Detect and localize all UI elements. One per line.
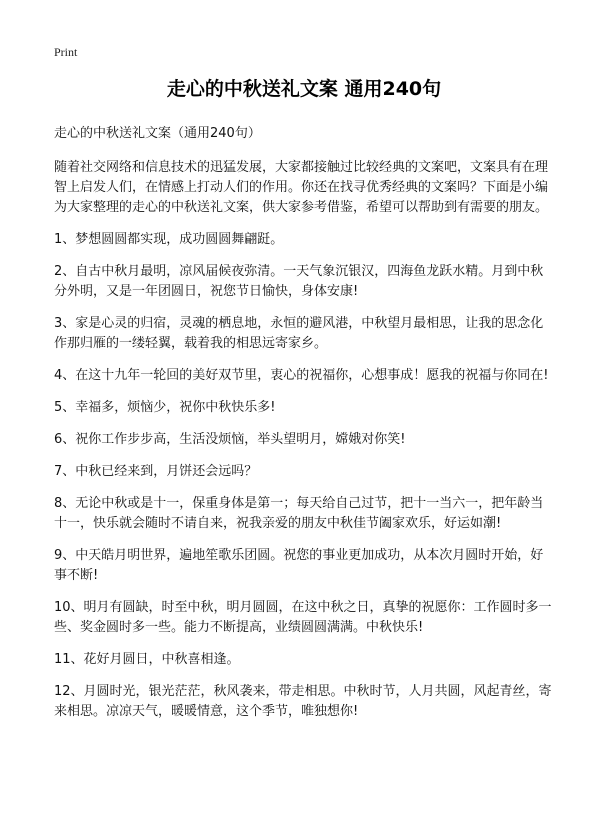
list-item: 5、幸福多，烦恼少，祝你中秋快乐多! <box>54 400 276 415</box>
list-item: 9、中天皓月明世界，遍地笙歌乐团圆。祝您的事业更加成功，从本次月圆时开始，好事不断! <box>54 548 544 583</box>
list-item: 8、无论中秋或是十一，保重身体是第一；每天给自己过节，把十一当六一，把年龄当十一，快乐就会随时不请自来，祝我亲爱的朋友中秋佳节阖家欢乐，好运如潮! <box>54 496 544 531</box>
list-item: 7、中秋已经来到，月饼还会远吗？ <box>54 464 258 479</box>
list-item: 11、花好月圆日，中秋喜相逢。 <box>54 652 240 667</box>
document-subtitle: 走心的中秋送礼文案（通用240句） <box>54 126 261 141</box>
page-title: 走心的中秋送礼文案 通用240句 <box>166 78 442 100</box>
list-item: 10、明月有圆缺，时至中秋，明月圆圆，在这中秋之日，真挚的祝愿你：工作圆时多一些、奖金圆时多一些。能力不断提高，业绩圆圆满满。中秋快乐! <box>54 600 552 635</box>
print-link[interactable]: Print <box>54 45 78 59</box>
list-item: 4、在这十九年一轮回的美好双节里，衷心的祝福你，心想事成！愿我的祝福与你同在! <box>54 368 549 383</box>
list-item: 2、自古中秋月最明，凉风届候夜弥清。一天气象沉银汉，四海鱼龙跃水精。月到中秋分外明，又是一年团圆日，祝您节日愉快，身体安康! <box>54 264 544 299</box>
list-item: 12、月圆时光，银光茫茫，秋风袭来，带走相思。中秋时节，人月共圆，风起青丝，寄来相思。凉凉天气，暖暖情意，这个季节，唯独想你! <box>54 684 552 719</box>
document-body <box>54 76 554 734</box>
list-item: 3、家是心灵的归宿，灵魂的栖息地，永恒的避风港，中秋望月最相思，让我的思念化作那归雁的一缕轻翼，载着我的相思远寄家乡。 <box>54 316 544 351</box>
intro-paragraph: 随着社交网络和信息技术的迅猛发展，大家都接触过比较经典的文案吧，文案具有在理智上启发人们，在情感上打动人们的作用。你还在找寻优秀经典的文案吗？下面是小编为大家整理的走心的中秋送礼文案，供大家参考借鉴，希望可以帮助到有需要的朋友。 <box>54 160 549 215</box>
list-item: 1、梦想圆圆都实现，成功圆圆舞翩跹。 <box>54 232 284 247</box>
list-item: 6、祝你工作步步高，生活没烦恼，举头望明月，嫦娥对你笑! <box>54 432 406 447</box>
